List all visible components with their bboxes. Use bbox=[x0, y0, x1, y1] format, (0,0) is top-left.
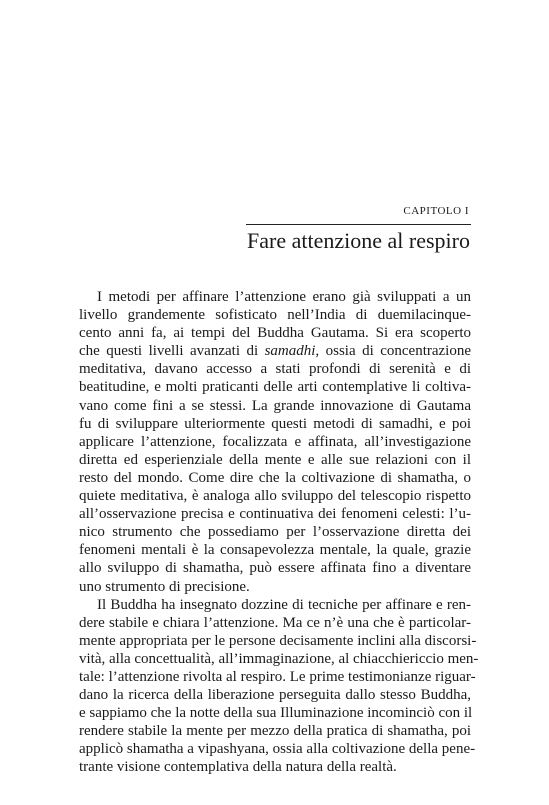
text-run: applicò shamatha a vipashyana, ossia alla coltivazione della pene- bbox=[79, 741, 476, 758]
text-run: dere stabile e chiara l’attenzione. Ma ce n’è una che è particolar- bbox=[79, 614, 471, 631]
text-line bbox=[79, 740, 476, 758]
text-line bbox=[79, 306, 471, 324]
text-run: Il Buddha ha insegnato dozzine di tecniche per affinare e ren- bbox=[97, 596, 471, 613]
text-line bbox=[79, 324, 471, 342]
paragraph bbox=[79, 288, 471, 596]
text-run: meditativa, davano accesso a stati profondi di serenità e di bbox=[79, 361, 471, 378]
text-line bbox=[79, 378, 471, 396]
text-line bbox=[79, 505, 471, 523]
chapter-title: Fare attenzione al respiro bbox=[247, 228, 470, 253]
text-line bbox=[79, 288, 471, 306]
text-line bbox=[79, 704, 471, 722]
text-line bbox=[79, 596, 471, 614]
text-line bbox=[79, 650, 479, 668]
text-line bbox=[79, 559, 471, 577]
text-run: beatitudine, e molti praticanti delle arti contemplative li coltiva- bbox=[79, 379, 471, 396]
text-line bbox=[79, 487, 471, 505]
text-run: quiete meditativa, è analoga allo sviluppo del telescopio rispetto bbox=[79, 488, 471, 505]
text-run: resto del mondo. Come dire che la coltivazione di shamatha, o bbox=[79, 469, 471, 486]
text-run: trante visione contemplativa della natura della realtà. bbox=[79, 759, 397, 776]
text-line bbox=[79, 415, 471, 433]
chapter-rule bbox=[246, 224, 471, 225]
text-line bbox=[79, 433, 471, 451]
text-run: nico strumento che possediamo per l’osservazione diretta dei bbox=[79, 524, 471, 541]
text-run: livello grandemente sofisticato nell’India di duemilacinque- bbox=[79, 307, 471, 324]
text-run: allo sviluppo di shamatha, può essere affinata fino a diventare bbox=[79, 560, 471, 577]
text-run: rendere stabile la mente per mezzo della pratica di shamatha, poi bbox=[79, 723, 471, 740]
paragraph bbox=[79, 596, 479, 777]
text-run: uno strumento di precisione. bbox=[79, 578, 250, 595]
text-line bbox=[79, 668, 476, 686]
text-line bbox=[79, 360, 471, 378]
text-line bbox=[79, 342, 471, 360]
text-line bbox=[79, 632, 477, 650]
text-line bbox=[79, 541, 471, 559]
text-run: I metodi per affinare l’attenzione erano già sviluppati a un bbox=[97, 289, 471, 305]
text-run: tale: l’attenzione rivolta al respiro. Le prime testimonianze riguar- bbox=[79, 668, 476, 685]
text-run: diretta ed esperienziale della mente e alle sue relazioni con il bbox=[79, 451, 471, 468]
text-line bbox=[79, 578, 471, 596]
text-line bbox=[79, 614, 471, 632]
text-run: all’osservazione precisa e continuativa dei fenomeni celesti: l’u- bbox=[79, 506, 471, 523]
text-run: cento anni fa, ai tempi del Buddha Gautama. Si era scoperto bbox=[79, 325, 471, 342]
text-run: dano la ricerca della liberazione perseguita dallo stesso Buddha, bbox=[79, 687, 471, 704]
chapter-label: CAPITOLO I bbox=[403, 205, 469, 217]
text-line bbox=[79, 523, 471, 541]
italic-term: samadhi bbox=[264, 343, 316, 360]
text-run: fu di sviluppare ulteriormente questi metodi di samadhi, e poi bbox=[79, 415, 471, 432]
text-run: e sappiamo che la notte della sua Illuminazione incominciò con il bbox=[79, 705, 473, 722]
text-run: che questi livelli avanzati di bbox=[79, 343, 265, 360]
text-line bbox=[79, 451, 471, 469]
body-text bbox=[79, 288, 479, 777]
text-run: , ossia di concentrazione bbox=[315, 343, 471, 360]
text-line bbox=[79, 397, 471, 415]
text-line bbox=[79, 758, 471, 776]
text-run: vità, alla concettualità, all’immaginazione, al chiacchiericcio men- bbox=[79, 650, 479, 667]
text-line bbox=[79, 722, 471, 740]
text-run: mente appropriata per le persone decisamente inclini alla discorsi- bbox=[79, 632, 477, 649]
text-line bbox=[79, 469, 471, 487]
text-run: vano come fini a se stessi. La grande innovazione di Gautama bbox=[79, 397, 471, 414]
text-run: applicare l’attenzione, focalizzata e affinata, all’investigazione bbox=[79, 433, 471, 450]
text-run: fenomeni mentali è la consapevolezza mentale, la quale, grazie bbox=[79, 542, 471, 559]
text-line bbox=[79, 686, 471, 704]
